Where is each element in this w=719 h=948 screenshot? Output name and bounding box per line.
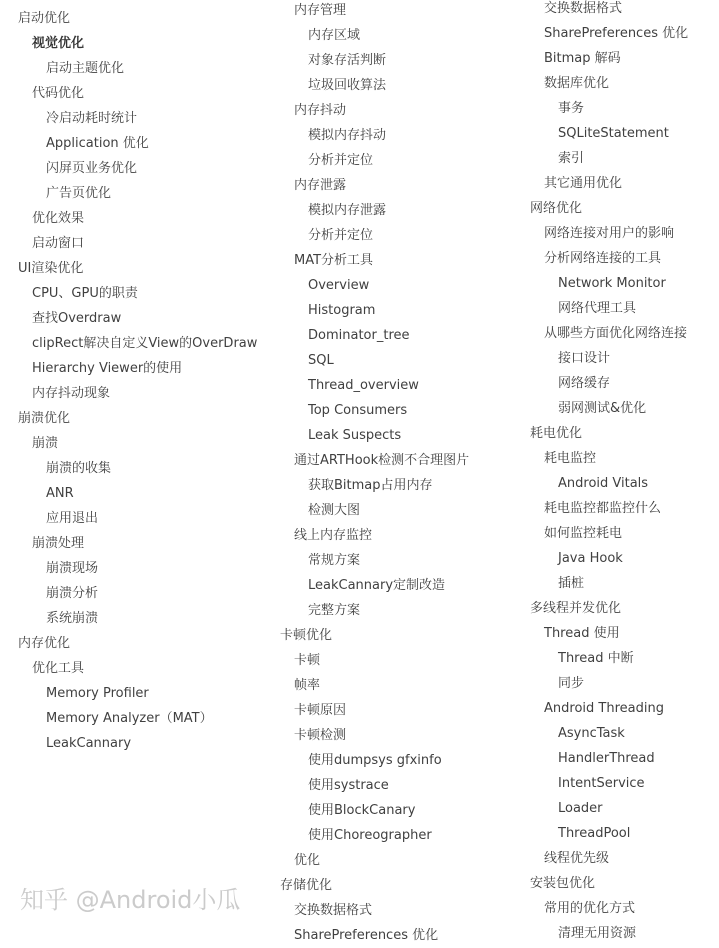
toc-item[interactable]: 接口设计 bbox=[558, 351, 611, 366]
toc-item[interactable]: 视觉优化 bbox=[32, 36, 85, 51]
toc-item[interactable]: 对象存活判断 bbox=[308, 53, 387, 68]
toc-item[interactable]: 使用dumpsys gfxinfo bbox=[308, 753, 442, 768]
toc-item[interactable]: 耗电优化 bbox=[530, 426, 583, 441]
toc-item[interactable]: 交换数据格式 bbox=[294, 903, 373, 918]
toc-item[interactable]: ANR bbox=[46, 486, 74, 501]
toc-item[interactable]: 检测大图 bbox=[308, 503, 361, 518]
toc-item[interactable]: Loader bbox=[558, 801, 603, 816]
toc-item[interactable]: Java Hook bbox=[558, 551, 623, 566]
toc-item[interactable]: 完整方案 bbox=[308, 603, 361, 618]
toc-item[interactable]: 插桩 bbox=[558, 576, 585, 591]
toc-item[interactable]: Dominator_tree bbox=[308, 328, 410, 343]
toc-item[interactable]: 线上内存监控 bbox=[294, 528, 373, 543]
toc-item[interactable]: 多线程并发优化 bbox=[530, 601, 622, 616]
toc-item[interactable]: ThreadPool bbox=[558, 826, 631, 841]
toc-item[interactable]: 索引 bbox=[558, 151, 585, 166]
toc-item[interactable]: 内存管理 bbox=[294, 3, 347, 18]
toc-item[interactable]: 内存区域 bbox=[308, 28, 361, 43]
toc-item[interactable]: SQLiteStatement bbox=[558, 126, 669, 141]
toc-item[interactable]: 崩溃现场 bbox=[46, 561, 99, 576]
toc-item[interactable]: 崩溃优化 bbox=[18, 411, 71, 426]
toc-item[interactable]: Application 优化 bbox=[46, 136, 149, 151]
toc-item[interactable]: 同步 bbox=[558, 676, 585, 691]
toc-item[interactable]: 常用的优化方式 bbox=[544, 901, 636, 916]
toc-item[interactable]: Android Vitals bbox=[558, 476, 649, 491]
toc-item[interactable]: 崩溃分析 bbox=[46, 586, 99, 601]
toc-item[interactable]: Memory Profiler bbox=[46, 686, 149, 701]
toc-item[interactable]: 优化效果 bbox=[32, 211, 85, 226]
toc-item[interactable]: MAT分析工具 bbox=[294, 253, 374, 268]
toc-item[interactable]: 卡顿优化 bbox=[280, 628, 333, 643]
toc-item[interactable]: 广告页优化 bbox=[46, 186, 112, 201]
toc-item[interactable]: UI渲染优化 bbox=[18, 261, 84, 276]
toc-item[interactable]: 交换数据格式 bbox=[544, 1, 623, 16]
toc-item[interactable]: clipRect解决自定义View的OverDraw bbox=[32, 336, 258, 351]
toc-item[interactable]: 常规方案 bbox=[308, 553, 361, 568]
toc-item[interactable]: 崩溃的收集 bbox=[46, 461, 112, 476]
toc-item[interactable]: 从哪些方面优化网络连接 bbox=[544, 326, 688, 341]
toc-item[interactable]: Android Threading bbox=[544, 701, 664, 716]
toc-item[interactable]: 网络连接对用户的影响 bbox=[544, 226, 675, 241]
toc-item[interactable]: 卡顿检测 bbox=[294, 728, 347, 743]
toc-item[interactable]: Histogram bbox=[308, 303, 376, 318]
toc-item[interactable]: Network Monitor bbox=[558, 276, 666, 291]
toc-item[interactable]: 优化 bbox=[294, 853, 321, 868]
toc-item[interactable]: 耗电监控都监控什么 bbox=[544, 501, 662, 516]
toc-column-3 bbox=[530, 0, 719, 946]
toc-item[interactable]: AsyncTask bbox=[558, 726, 625, 741]
toc-item[interactable]: 数据库优化 bbox=[544, 76, 610, 91]
toc-column-1 bbox=[18, 6, 268, 756]
toc-column-2 bbox=[280, 0, 530, 948]
toc-item[interactable]: 如何监控耗电 bbox=[544, 526, 623, 541]
toc-item[interactable]: Thread_overview bbox=[308, 378, 419, 393]
toc-item[interactable]: Leak Suspects bbox=[308, 428, 402, 443]
toc-item[interactable]: 优化工具 bbox=[32, 661, 85, 676]
toc-item[interactable]: 分析并定位 bbox=[308, 228, 374, 243]
toc-item[interactable]: CPU、GPU的职责 bbox=[32, 286, 138, 301]
toc-item[interactable]: Memory Analyzer（MAT） bbox=[46, 711, 213, 726]
toc-item[interactable]: 使用BlockCanary bbox=[308, 803, 416, 818]
toc-item[interactable]: 应用退出 bbox=[46, 511, 99, 526]
toc-item[interactable]: Hierarchy Viewer的使用 bbox=[32, 361, 183, 376]
toc-item[interactable]: 分析网络连接的工具 bbox=[544, 251, 662, 266]
toc-item[interactable]: Top Consumers bbox=[308, 403, 408, 418]
toc-item[interactable]: 耗电监控 bbox=[544, 451, 597, 466]
toc-item[interactable]: 使用systrace bbox=[308, 778, 389, 793]
toc-item[interactable]: SharePreferences 优化 bbox=[544, 26, 689, 41]
toc-item[interactable]: SharePreferences 优化 bbox=[294, 928, 439, 943]
toc-item[interactable]: 网络缓存 bbox=[558, 376, 611, 391]
toc-item[interactable]: 启动优化 bbox=[18, 11, 71, 26]
toc-item[interactable]: HandlerThread bbox=[558, 751, 655, 766]
toc-item[interactable]: IntentService bbox=[558, 776, 645, 791]
toc-item[interactable]: 崩溃 bbox=[32, 436, 59, 451]
toc-item[interactable]: 内存抖动 bbox=[294, 103, 347, 118]
toc-item[interactable]: 内存抖动现象 bbox=[32, 386, 111, 401]
toc-item[interactable]: 垃圾回收算法 bbox=[308, 78, 387, 93]
toc-item[interactable]: 启动窗口 bbox=[32, 236, 85, 251]
toc-item[interactable]: Thread 中断 bbox=[558, 651, 634, 666]
watermark: 知乎 @Android小瓜 bbox=[20, 886, 241, 914]
toc-item[interactable]: 冷启动耗时统计 bbox=[46, 111, 138, 126]
toc-item[interactable]: 事务 bbox=[558, 101, 585, 116]
toc-item[interactable]: 模拟内存抖动 bbox=[308, 128, 387, 143]
toc-item[interactable]: 启动主题优化 bbox=[46, 61, 125, 76]
toc-item[interactable]: 卡顿原因 bbox=[294, 703, 347, 718]
toc-item[interactable]: 网络优化 bbox=[530, 201, 583, 216]
toc-item[interactable]: 使用Choreographer bbox=[308, 828, 432, 843]
toc-item[interactable]: 线程优先级 bbox=[544, 851, 610, 866]
toc-item[interactable]: 其它通用优化 bbox=[544, 176, 623, 191]
toc-item[interactable]: 闪屏页业务优化 bbox=[46, 161, 138, 176]
toc-item[interactable]: 代码优化 bbox=[32, 86, 85, 101]
toc-item[interactable]: 存储优化 bbox=[280, 878, 333, 893]
toc-item[interactable]: 弱网测试&优化 bbox=[558, 401, 647, 416]
toc-item[interactable]: 系统崩溃 bbox=[46, 611, 99, 626]
toc-item[interactable]: 通过ARTHook检测不合理图片 bbox=[294, 453, 470, 468]
toc-item[interactable]: Thread 使用 bbox=[544, 626, 620, 641]
toc-item[interactable]: 内存泄露 bbox=[294, 178, 347, 193]
toc-item[interactable]: Bitmap 解码 bbox=[544, 51, 621, 66]
toc-item[interactable]: 查找Overdraw bbox=[32, 311, 122, 326]
toc-item[interactable]: 分析并定位 bbox=[308, 153, 374, 168]
toc-item[interactable]: Overview bbox=[308, 278, 370, 293]
toc-item[interactable]: 获取Bitmap占用内存 bbox=[308, 478, 433, 493]
toc-item[interactable]: 网络代理工具 bbox=[558, 301, 637, 316]
toc-item[interactable]: LeakCannary bbox=[46, 736, 132, 751]
toc-item[interactable]: LeakCannary定制改造 bbox=[308, 578, 446, 593]
toc-item[interactable]: 卡顿 bbox=[294, 653, 321, 668]
toc-item[interactable]: 模拟内存泄露 bbox=[308, 203, 387, 218]
toc-item[interactable]: SQL bbox=[308, 353, 334, 368]
toc-item[interactable]: 崩溃处理 bbox=[32, 536, 85, 551]
toc-item[interactable]: 清理无用资源 bbox=[558, 926, 637, 941]
toc-item[interactable]: 安装包优化 bbox=[530, 876, 596, 891]
toc-item[interactable]: 内存优化 bbox=[18, 636, 71, 651]
toc-item[interactable]: 帧率 bbox=[294, 678, 321, 693]
